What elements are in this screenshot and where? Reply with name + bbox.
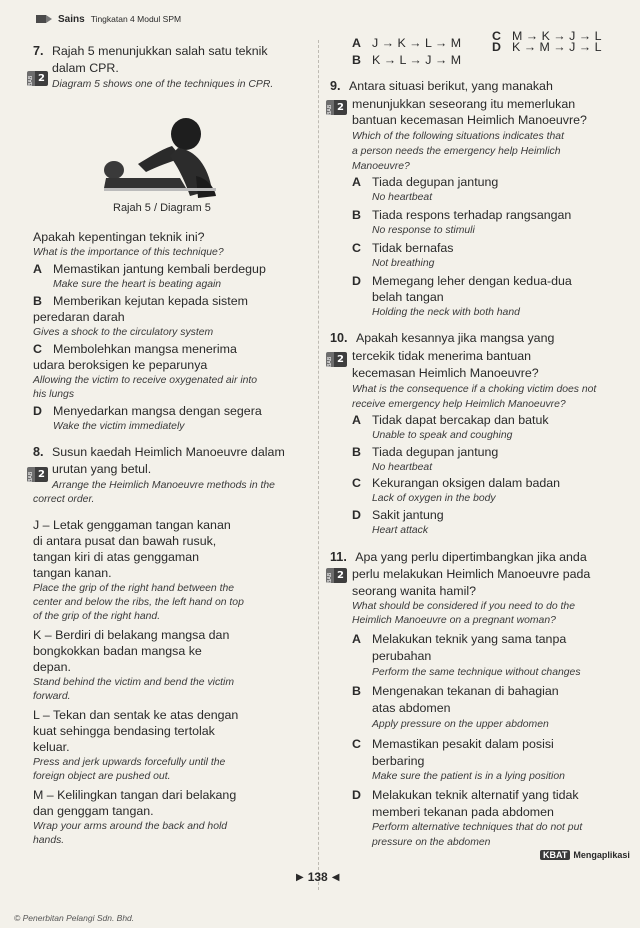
- q7-option-b-line2: peredaran darah: [33, 310, 125, 324]
- q9-option-a[interactable]: A Tiada degupan jantung: [352, 175, 499, 189]
- q9-option-d[interactable]: D Memegang leher dengan kedua-dua: [352, 274, 572, 288]
- q11-number: 11.: [330, 550, 347, 564]
- q11-option-d-en1: Perform alternative techniques that do not put: [372, 822, 583, 833]
- q8-step-m: M – Kelilingkan tangan dari belakang: [33, 788, 237, 802]
- q10-option-b[interactable]: B Tiada degupan jantung: [352, 445, 499, 459]
- q8-step-j-en2: center and below the ribs, the left hand on top: [33, 597, 244, 608]
- q8-answer-c[interactable]: C M → K → J → L: [492, 29, 602, 43]
- q7-stem-en: Diagram 5 shows one of the techniques in CPR.: [52, 79, 274, 90]
- q7-question-en: What is the importance of this technique?: [33, 247, 224, 258]
- q8-step-k-line2: bongkokkan badan mangsa ke: [33, 644, 202, 658]
- q11-option-a[interactable]: A Melakukan teknik yang sama tanpa: [352, 632, 567, 646]
- q11-option-b-line2: atas abdomen: [372, 701, 451, 715]
- q11-stem-line1: Apa yang perlu dipertimbangkan jika anda: [355, 550, 587, 564]
- q9-stem-line3: bantuan kecemasan Heimlich Manoeuvre?: [352, 113, 587, 127]
- publisher-credit: © Penerbitan Pelangi Sdn. Bhd.: [14, 913, 135, 923]
- q9-bab-badge: BAB 2: [326, 100, 347, 115]
- q8-step-k-en1: Stand behind the victim and bend the victim: [33, 677, 235, 688]
- q8-step-l-line2: kuat sehingga bendasing tertolak: [33, 724, 215, 738]
- q7-caption: Rajah 5 / Diagram 5: [113, 202, 211, 214]
- kbat-text: Mengaplikasi: [573, 850, 630, 860]
- q9-option-c[interactable]: C Tidak bernafas: [352, 241, 454, 255]
- q11-stem-line3: seorang wanita hamil?: [352, 584, 476, 598]
- q9-option-c-en: Not breathing: [372, 258, 435, 269]
- header: [36, 13, 181, 25]
- q11-stem-en1: What should be considered if you need to do the: [352, 601, 575, 612]
- kbat-tag: [540, 850, 630, 860]
- q9-stem-en3: Manoeuvre?: [352, 161, 410, 172]
- q7-option-c-line2: udara beroksigen ke peparunya: [33, 358, 208, 372]
- page-arrow-right-icon: ▶: [296, 871, 304, 883]
- q11-option-c[interactable]: C Memastikan pesakit dalam posisi: [352, 737, 554, 751]
- q9-stem-en2: a person needs the emergency help Heimlich: [352, 146, 561, 157]
- q10-stem-en1: What is the consequence if a choking victim does not: [352, 384, 597, 395]
- q8-answer-b[interactable]: B K → L → J → M: [352, 53, 462, 67]
- page-arrow-left-icon: ◀: [331, 871, 340, 883]
- q9-number: 9.: [330, 79, 341, 93]
- q8-answer-d[interactable]: D K → M → J → L: [492, 40, 602, 54]
- q8-step-m-en1: Wrap your arms around the back and hold: [33, 821, 228, 832]
- q8-number: 8.: [33, 445, 44, 459]
- q7-question: Apakah kepentingan teknik ini?: [33, 230, 205, 244]
- q8-bab-badge: BAB 2: [27, 467, 48, 482]
- q9-option-d-en: Holding the neck with both hand: [372, 307, 520, 318]
- q11-option-a-en: Perform the same technique without changes: [372, 667, 581, 678]
- brand-logo-icon: [36, 13, 52, 25]
- q10-stem-line2: tercekik tidak menerima bantuan: [352, 349, 532, 363]
- q7-option-c-en2: his lungs: [33, 389, 75, 400]
- q8-stem-line2: urutan yang betul.: [52, 462, 152, 476]
- q11-option-b-en: Apply pressure on the upper abdomen: [372, 719, 549, 730]
- q9-stem-line1: Antara situasi berikut, yang manakah: [348, 79, 553, 93]
- page-number: ▶ 138 ◀: [296, 870, 340, 884]
- q8-step-j-en1: Place the grip of the right hand between the: [33, 583, 235, 594]
- q7-option-c-en1: Allowing the victim to receive oxygenated air into: [33, 375, 258, 386]
- q10-option-c[interactable]: C Kekurangan oksigen dalam badan: [352, 476, 561, 490]
- q8-step-k-en2: forward.: [33, 691, 71, 702]
- q7-option-d-en: Wake the victim immediately: [53, 421, 185, 432]
- q8-step-l-line3: keluar.: [33, 740, 70, 754]
- q8-step-l-en2: foreign object are pushed out.: [33, 771, 171, 782]
- q8-step-j: J – Letak genggaman tangan kanan: [33, 518, 231, 532]
- q11-option-d[interactable]: D Melakukan teknik alternatif yang tidak: [352, 788, 579, 802]
- q8-answer-a[interactable]: A J → K → L → M: [352, 36, 462, 50]
- q8-step-l-en1: Press and jerk upwards forcefully until the: [33, 757, 226, 768]
- q7-option-a[interactable]: A Memastikan jantung kembali berdegup: [33, 262, 266, 276]
- q11-option-c-en: Make sure the patient is in a lying position: [372, 771, 565, 782]
- column-divider: [318, 40, 319, 890]
- q8-step-j-line4: tangan kanan.: [33, 566, 112, 580]
- q9-option-b[interactable]: B Tiada respons terhadap rangsangan: [352, 208, 572, 222]
- q7-number: 7.: [33, 44, 44, 58]
- q10-option-d-en: Heart attack: [372, 525, 429, 536]
- q8-stem-en1: Arrange the Heimlich Manoeuvre methods in the: [52, 480, 275, 491]
- q9-option-b-en: No response to stimuli: [372, 225, 475, 236]
- q10-option-c-en: Lack of oxygen in the body: [372, 493, 496, 504]
- q11-option-a-line2: perubahan: [372, 649, 432, 663]
- cpr-diagram: [100, 106, 222, 200]
- q8-step-k: K – Berdiri di belakang mangsa dan: [33, 628, 230, 642]
- q7-stem-line1: Rajah 5 menunjukkan salah satu teknik: [51, 44, 268, 58]
- q8-stem-en2: correct order.: [33, 494, 95, 505]
- kbat-badge: KBAT: [540, 850, 570, 860]
- q8-step-j-line3: tangan kiri di atas genggaman: [33, 550, 200, 564]
- q8-step-k-line3: depan.: [33, 660, 71, 674]
- q10-bab-badge: BAB 2: [326, 352, 347, 367]
- q11-option-c-line2: berbaring: [372, 754, 425, 768]
- q7-stem-line2: dalam CPR.: [52, 61, 119, 75]
- q10-stem-line3: kecemasan Heimlich Manoeuvre?: [352, 366, 539, 380]
- q11-bab-badge: BAB 2: [326, 568, 347, 583]
- q11-stem-line2: perlu melakukan Heimlich Manoeuvre pada: [352, 567, 591, 581]
- q7-option-b-en: Gives a shock to the circulatory system: [33, 327, 214, 338]
- q9-option-a-en: No heartbeat: [372, 192, 433, 203]
- q11-stem-en2: Heimlich Manoeuvre on a pregnant woman?: [352, 615, 556, 626]
- q7-option-a-en: Make sure the heart is beating again: [53, 279, 222, 290]
- q7-option-d[interactable]: D Menyedarkan mangsa dengan segera: [33, 404, 262, 418]
- q10-option-d[interactable]: D Sakit jantung: [352, 508, 444, 522]
- q8-step-j-line2: di antara pusat dan bawah rusuk,: [33, 534, 217, 548]
- q10-option-a[interactable]: A Tidak dapat bercakap dan batuk: [352, 413, 549, 427]
- header-subtitle: Tingkatan 4 Modul SPM: [90, 14, 182, 24]
- q7-option-c[interactable]: C Membolehkan mangsa menerima: [33, 342, 237, 356]
- q7-bab-badge: BAB 2: [27, 71, 48, 86]
- q11-option-d-line2: memberi tekanan pada abdomen: [372, 805, 554, 819]
- q8-step-m-en2: hands.: [33, 835, 65, 846]
- q10-option-a-en: Unable to speak and coughing: [372, 430, 513, 441]
- q9-stem-en1: Which of the following situations indicates that: [352, 131, 564, 142]
- q11-option-d-en2: pressure on the abdomen: [372, 837, 491, 848]
- q8-stem-line1: Susun kaedah Heimlich Manoeuvre dalam: [51, 445, 285, 459]
- q10-stem-line1: Apakah kesannya jika mangsa yang: [355, 331, 555, 345]
- q8-step-m-line2: dan genggam tangan.: [33, 804, 154, 818]
- q8-step-j-en3: of the grip of the right hand.: [33, 611, 161, 622]
- q8-step-l: L – Tekan dan sentak ke atas dengan: [33, 708, 239, 722]
- q11-option-b[interactable]: B Mengenakan tekanan di bahagian: [352, 684, 559, 698]
- q10-stem-en2: receive emergency help Heimlich Manoeuvre?: [352, 399, 566, 410]
- q9-stem-line2: menunjukkan seseorang itu memerlukan: [352, 97, 576, 111]
- q9-option-d-line2: belah tangan: [372, 290, 444, 304]
- q7-option-b[interactable]: B Memberikan kejutan kepada sistem: [33, 294, 248, 308]
- q10-number: 10.: [330, 331, 348, 345]
- q10-option-b-en: No heartbeat: [372, 462, 433, 473]
- header-brand: Sains: [58, 13, 85, 25]
